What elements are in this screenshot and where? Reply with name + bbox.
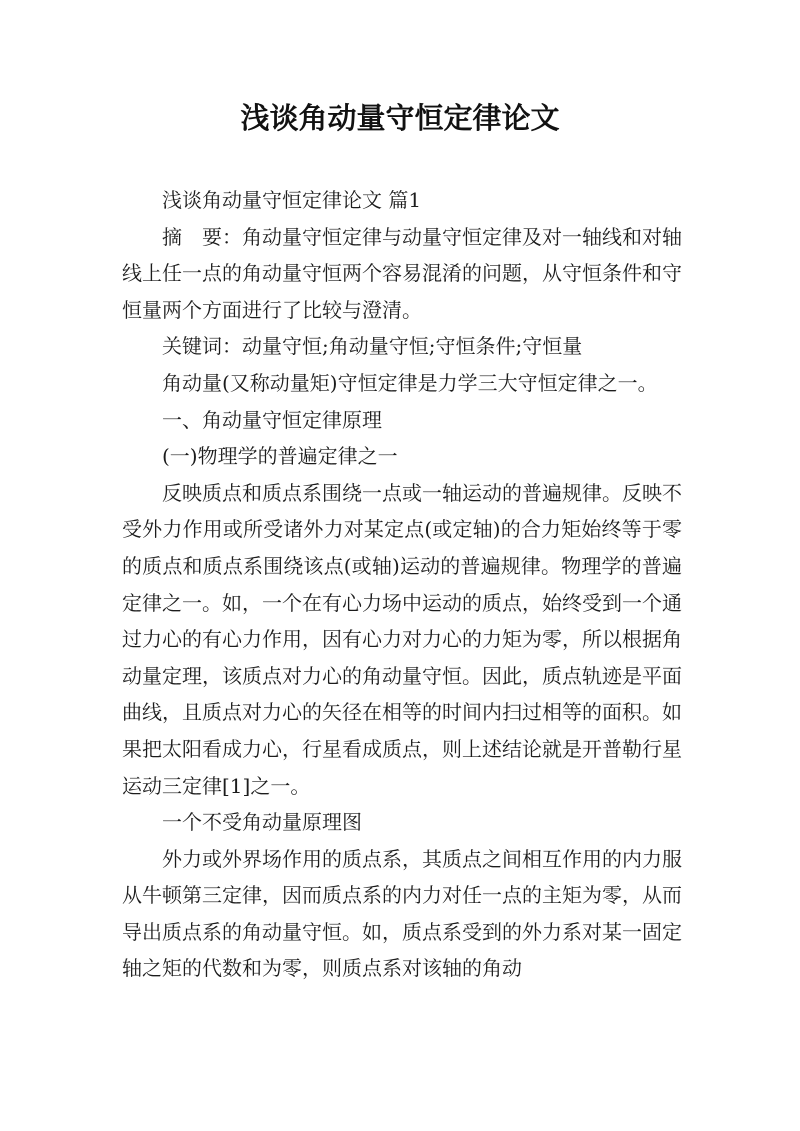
keywords-paragraph: 关键词：动量守恒;角动量守恒;守恒条件;守恒量: [162, 334, 583, 359]
intro-paragraph: 角动量(又称动量矩)守恒定律是力学三大守恒定律之一。: [162, 370, 658, 395]
section-heading: 一、角动量守恒定律原理: [162, 407, 382, 432]
abstract-paragraph: 摘 要：角动量守恒定律与动量守恒定律及对一轴线和对轴线上任一点的角动量守恒两个容易混淆的问题，从守恒条件和守恒量两个方面进行了比较与澄清。: [122, 224, 682, 322]
body-paragraph: 反映质点和质点系围绕一点或一轴运动的普遍规律。反映不受外力作用或所受诸外力对某定点(或定轴)的合力矩始终等于零的质点和质点系围绕该点(或轴)运动的普遍规律。物理学的普遍定律之一。如，一个在有心力场中运动的质点，始终受到一个通过力心的有心力作用，因有心力对力心的力矩为零，所以根据角动量定理，该质点对力心的角动量守恒。因此，质点轨迹是平面曲线，且质点对力心的矢径在相等的时间内扫过相等的面积。如果把太阳看成力心，行星看成质点，则上述结论就是开普勒行星运动三定律[1]之一。: [122, 480, 682, 798]
body-paragraph: 外力或外界场作用的质点系，其质点之间相互作用的内力服从牛顿第三定律，因而质点系的内力对任一点的主矩为零，从而导出质点系的角动量守恒。如，质点系受到的外力系对某一固定轴之矩的代数和为零，则质点系对该轴的角动: [122, 846, 682, 981]
document-title: 浅谈角动量守恒定律论文: [240, 101, 560, 135]
heading-article-label: 浅谈角动量守恒定律论文 篇1: [162, 188, 422, 212]
figure-caption: 一个不受角动量原理图: [162, 810, 362, 835]
document-body: [122, 182, 682, 987]
subsection-heading: (一)物理学的普遍定律之一: [162, 444, 398, 469]
